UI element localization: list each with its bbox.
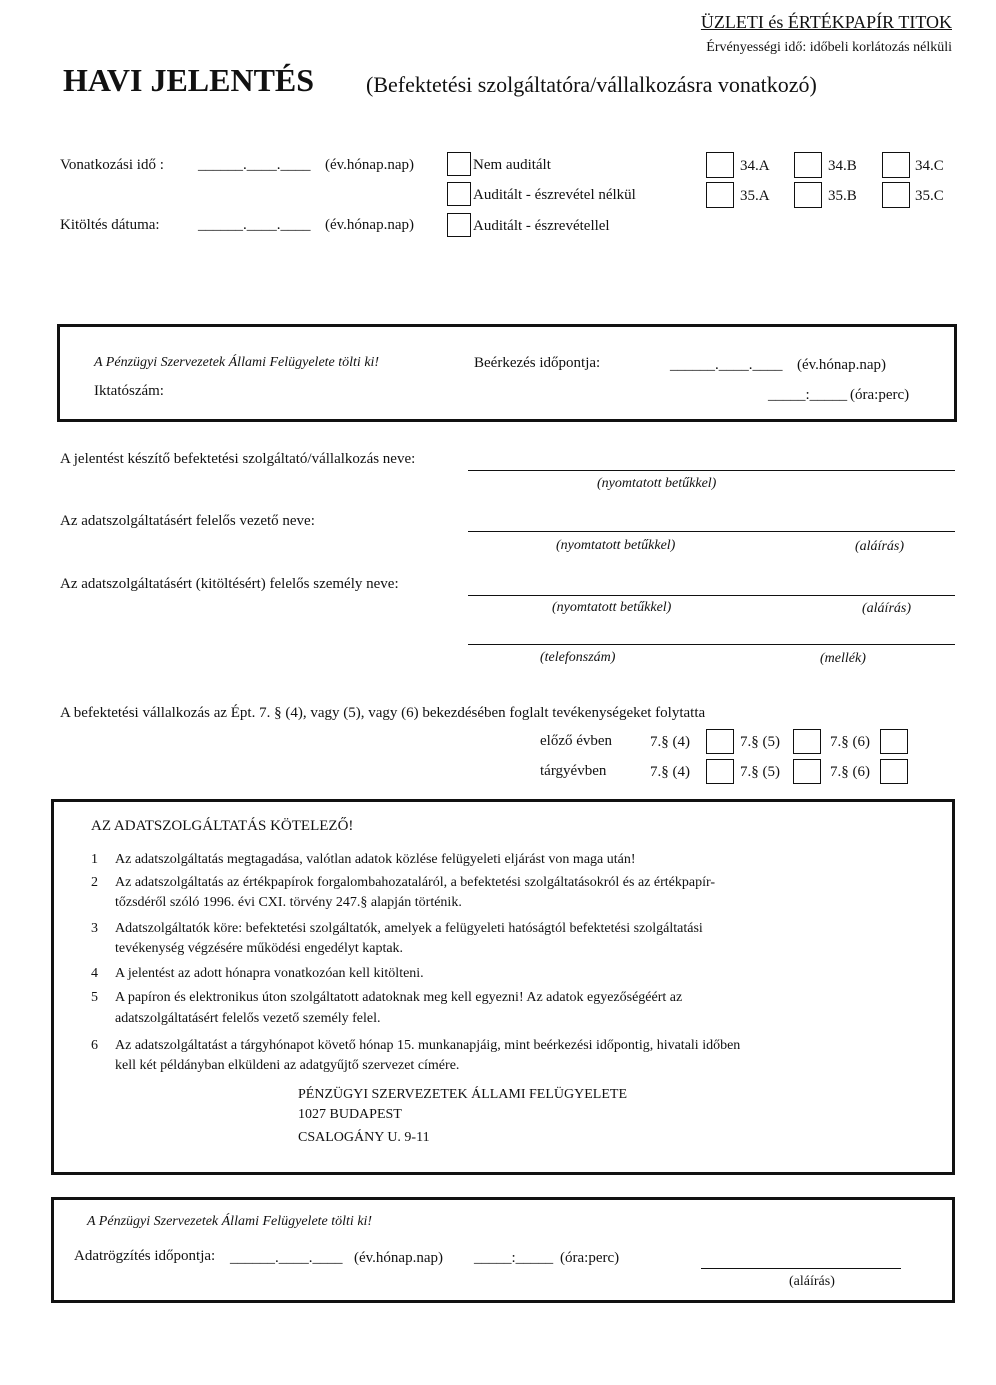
trade-secret-label: ÜZLETI és ÉRTÉKPAPÍR TITOK <box>700 12 952 32</box>
item-text-line1: Az adatszolgáltatás az értékpapírok forgalombahozataláról, a befektetési szolgáltatásokról és az értékpapír- <box>115 875 716 890</box>
item-number: 6 <box>91 1038 98 1053</box>
reference-date-field[interactable]: ______.____.____ <box>198 157 311 173</box>
manager-name-field[interactable] <box>468 531 955 532</box>
item-number: 2 <box>91 875 98 890</box>
printed-hint: (nyomtatott betűkkel) <box>556 538 676 553</box>
address-line: PÉNZÜGYI SZERVEZETEK ÁLLAMI FELÜGYELETE <box>298 1087 627 1102</box>
filler-name-label: Az adatszolgáltatásért (kitöltésért) felelős személy neve: <box>60 576 399 592</box>
item-number: 4 <box>91 966 98 981</box>
phone-field[interactable] <box>468 644 955 645</box>
fill-date-format: (év.hónap.nap) <box>325 217 414 233</box>
obligation-item <box>88 966 908 990</box>
arrival-date-field[interactable]: ______.____.____ <box>670 357 783 373</box>
item-text-line1: A papíron és elektronikus úton szolgáltatott adatoknak meg kell egyezni! Az adatok egyezőségéért az <box>115 990 683 1005</box>
authority-note-bottom: A Pénzügyi Szervezetek Állami Felügyelete tölti ki! <box>87 1214 373 1229</box>
arrival-time-format: (óra:perc) <box>850 387 910 403</box>
signature-hint: (aláírás) <box>855 539 904 554</box>
item-text-line2: tőzsdéről szóló 1996. évi CXI. törvény 247.§ alapján történik. <box>115 895 462 910</box>
printed-hint: (nyomtatott betűkkel) <box>552 600 672 615</box>
address-line: 1027 BUDAPEST <box>298 1107 402 1122</box>
item-number: 3 <box>91 921 98 936</box>
obligation-item <box>88 921 908 966</box>
fill-date-label: Kitöltés dátuma: <box>60 217 160 233</box>
report-type-checkbox-35c[interactable] <box>882 182 910 208</box>
activity-checkbox-prev-6[interactable] <box>880 729 908 754</box>
activity-option-label: 7.§ (6) <box>830 764 870 780</box>
item-text-line1: Az adatszolgáltatást a tárgyhónapot követő hónap 15. munkanapjáig, mint beérkezési időpontig, hivatali időben <box>115 1038 741 1053</box>
company-name-label: A jelentést készítő befektetési szolgáltató/vállalkozás neve: <box>60 451 416 467</box>
report-type-checkbox-34b[interactable] <box>794 152 822 178</box>
item-text-line1: Az adatszolgáltatás megtagadása, valótlan adatok közlése felügyeleti eljárást von maga után! <box>115 852 636 867</box>
audit-checkbox-no-remark[interactable] <box>447 182 471 206</box>
audit-checkbox-with-remark[interactable] <box>447 213 471 237</box>
extension-hint: (mellék) <box>820 651 866 666</box>
activities-question: A befektetési vállalkozás az Épt. 7. § (4), vagy (5), vagy (6) bekezdésében foglalt tevékenységeket folytatta <box>60 705 706 721</box>
report-type-label: 34.A <box>740 158 770 174</box>
activity-option-label: 7.§ (5) <box>740 734 780 750</box>
report-type-checkbox-34a[interactable] <box>706 152 734 178</box>
activity-option-label: 7.§ (4) <box>650 764 690 780</box>
arrival-date-format: (év.hónap.nap) <box>797 357 886 373</box>
record-date-field[interactable]: ______.____.____ <box>230 1250 343 1266</box>
item-number: 1 <box>91 852 98 867</box>
obligation-item <box>88 875 908 921</box>
audit-option-label: Nem auditált <box>473 157 551 173</box>
activity-option-label: 7.§ (6) <box>830 734 870 750</box>
printed-hint: (nyomtatott betűkkel) <box>597 476 717 491</box>
report-type-label: 34.B <box>828 158 857 174</box>
report-type-label: 35.A <box>740 188 770 204</box>
phone-hint: (telefonszám) <box>540 650 616 665</box>
fill-date-field[interactable]: ______.____.____ <box>198 217 311 233</box>
activity-checkbox-prev-5[interactable] <box>793 729 821 754</box>
activity-checkbox-curr-4[interactable] <box>706 759 734 784</box>
activity-option-label: 7.§ (5) <box>740 764 780 780</box>
report-type-checkbox-34c[interactable] <box>882 152 910 178</box>
activity-option-label: 7.§ (4) <box>650 734 690 750</box>
audit-option-label: Auditált - észrevétellel <box>473 218 610 234</box>
record-time-field[interactable]: _____:_____ <box>474 1250 554 1266</box>
page-subtitle: (Befektetési szolgáltatóra/vállalkozásra vonatkozó) <box>366 72 817 97</box>
item-text-line2: tevékenység végzésére működési engedélyt kaptak. <box>115 941 404 956</box>
audit-option-label: Auditált - észrevétel nélkül <box>473 187 636 203</box>
audit-checkbox-not-audited[interactable] <box>447 152 471 176</box>
arrival-time-field[interactable]: _____:_____ <box>768 387 848 403</box>
obligation-heading: AZ ADATSZOLGÁLTATÁS KÖTELEZŐ! <box>91 818 354 834</box>
item-text-line1: Adatszolgáltatók köre: befektetési szolgáltatók, amelyek a felügyeleti hatóságtól befektetési szolgáltatási <box>115 921 703 936</box>
address-line: CSALOGÁNY U. 9-11 <box>298 1130 430 1145</box>
obligation-item <box>88 990 908 1038</box>
item-text-line2: kell két példányban elküldeni az adatgyűjtő szervezet címére. <box>115 1058 460 1073</box>
company-name-field[interactable] <box>468 470 955 471</box>
filing-number-label: Iktatószám: <box>94 383 164 399</box>
item-number: 5 <box>91 990 98 1005</box>
item-text-line1: A jelentést az adott hónapra vonatkozóan kell kitölteni. <box>115 966 424 981</box>
report-type-label: 35.C <box>915 188 944 204</box>
record-date-label: Adatrögzítés időpontja: <box>74 1248 216 1264</box>
record-time-format: (óra:perc) <box>560 1250 620 1266</box>
arrival-label: Beérkezés időpontja: <box>474 355 601 371</box>
report-type-checkbox-35a[interactable] <box>706 182 734 208</box>
report-type-checkbox-35b[interactable] <box>794 182 822 208</box>
activity-checkbox-prev-4[interactable] <box>706 729 734 754</box>
report-type-label: 35.B <box>828 188 857 204</box>
record-date-format: (év.hónap.nap) <box>354 1250 443 1266</box>
filler-name-field[interactable] <box>468 595 955 596</box>
validity-note: Érvényességi idő: időbeli korlátozás nélküli <box>706 40 952 55</box>
reference-date-label: Vonatkozási idő : <box>60 157 164 173</box>
item-text-line2: adatszolgáltatásért felelős vezető személy felel. <box>115 1011 381 1026</box>
reference-date-format: (év.hónap.nap) <box>325 157 414 173</box>
activity-row-label-previous: előző évben <box>540 733 613 749</box>
record-signature-hint: (aláírás) <box>789 1274 835 1289</box>
activity-checkbox-curr-6[interactable] <box>880 759 908 784</box>
record-signature-field[interactable] <box>701 1268 901 1269</box>
manager-name-label: Az adatszolgáltatásért felelős vezető neve: <box>60 513 315 529</box>
page-title: HAVI JELENTÉS <box>63 62 315 98</box>
activity-row-label-current: tárgyévben <box>540 763 607 779</box>
obligation-list <box>88 852 908 1084</box>
obligation-item <box>88 1038 908 1084</box>
activity-checkbox-curr-5[interactable] <box>793 759 821 784</box>
report-type-label: 34.C <box>915 158 944 174</box>
authority-note: A Pénzügyi Szervezetek Állami Felügyelete tölti ki! <box>94 355 380 370</box>
signature-hint: (aláírás) <box>862 601 911 616</box>
obligation-item <box>88 852 908 875</box>
